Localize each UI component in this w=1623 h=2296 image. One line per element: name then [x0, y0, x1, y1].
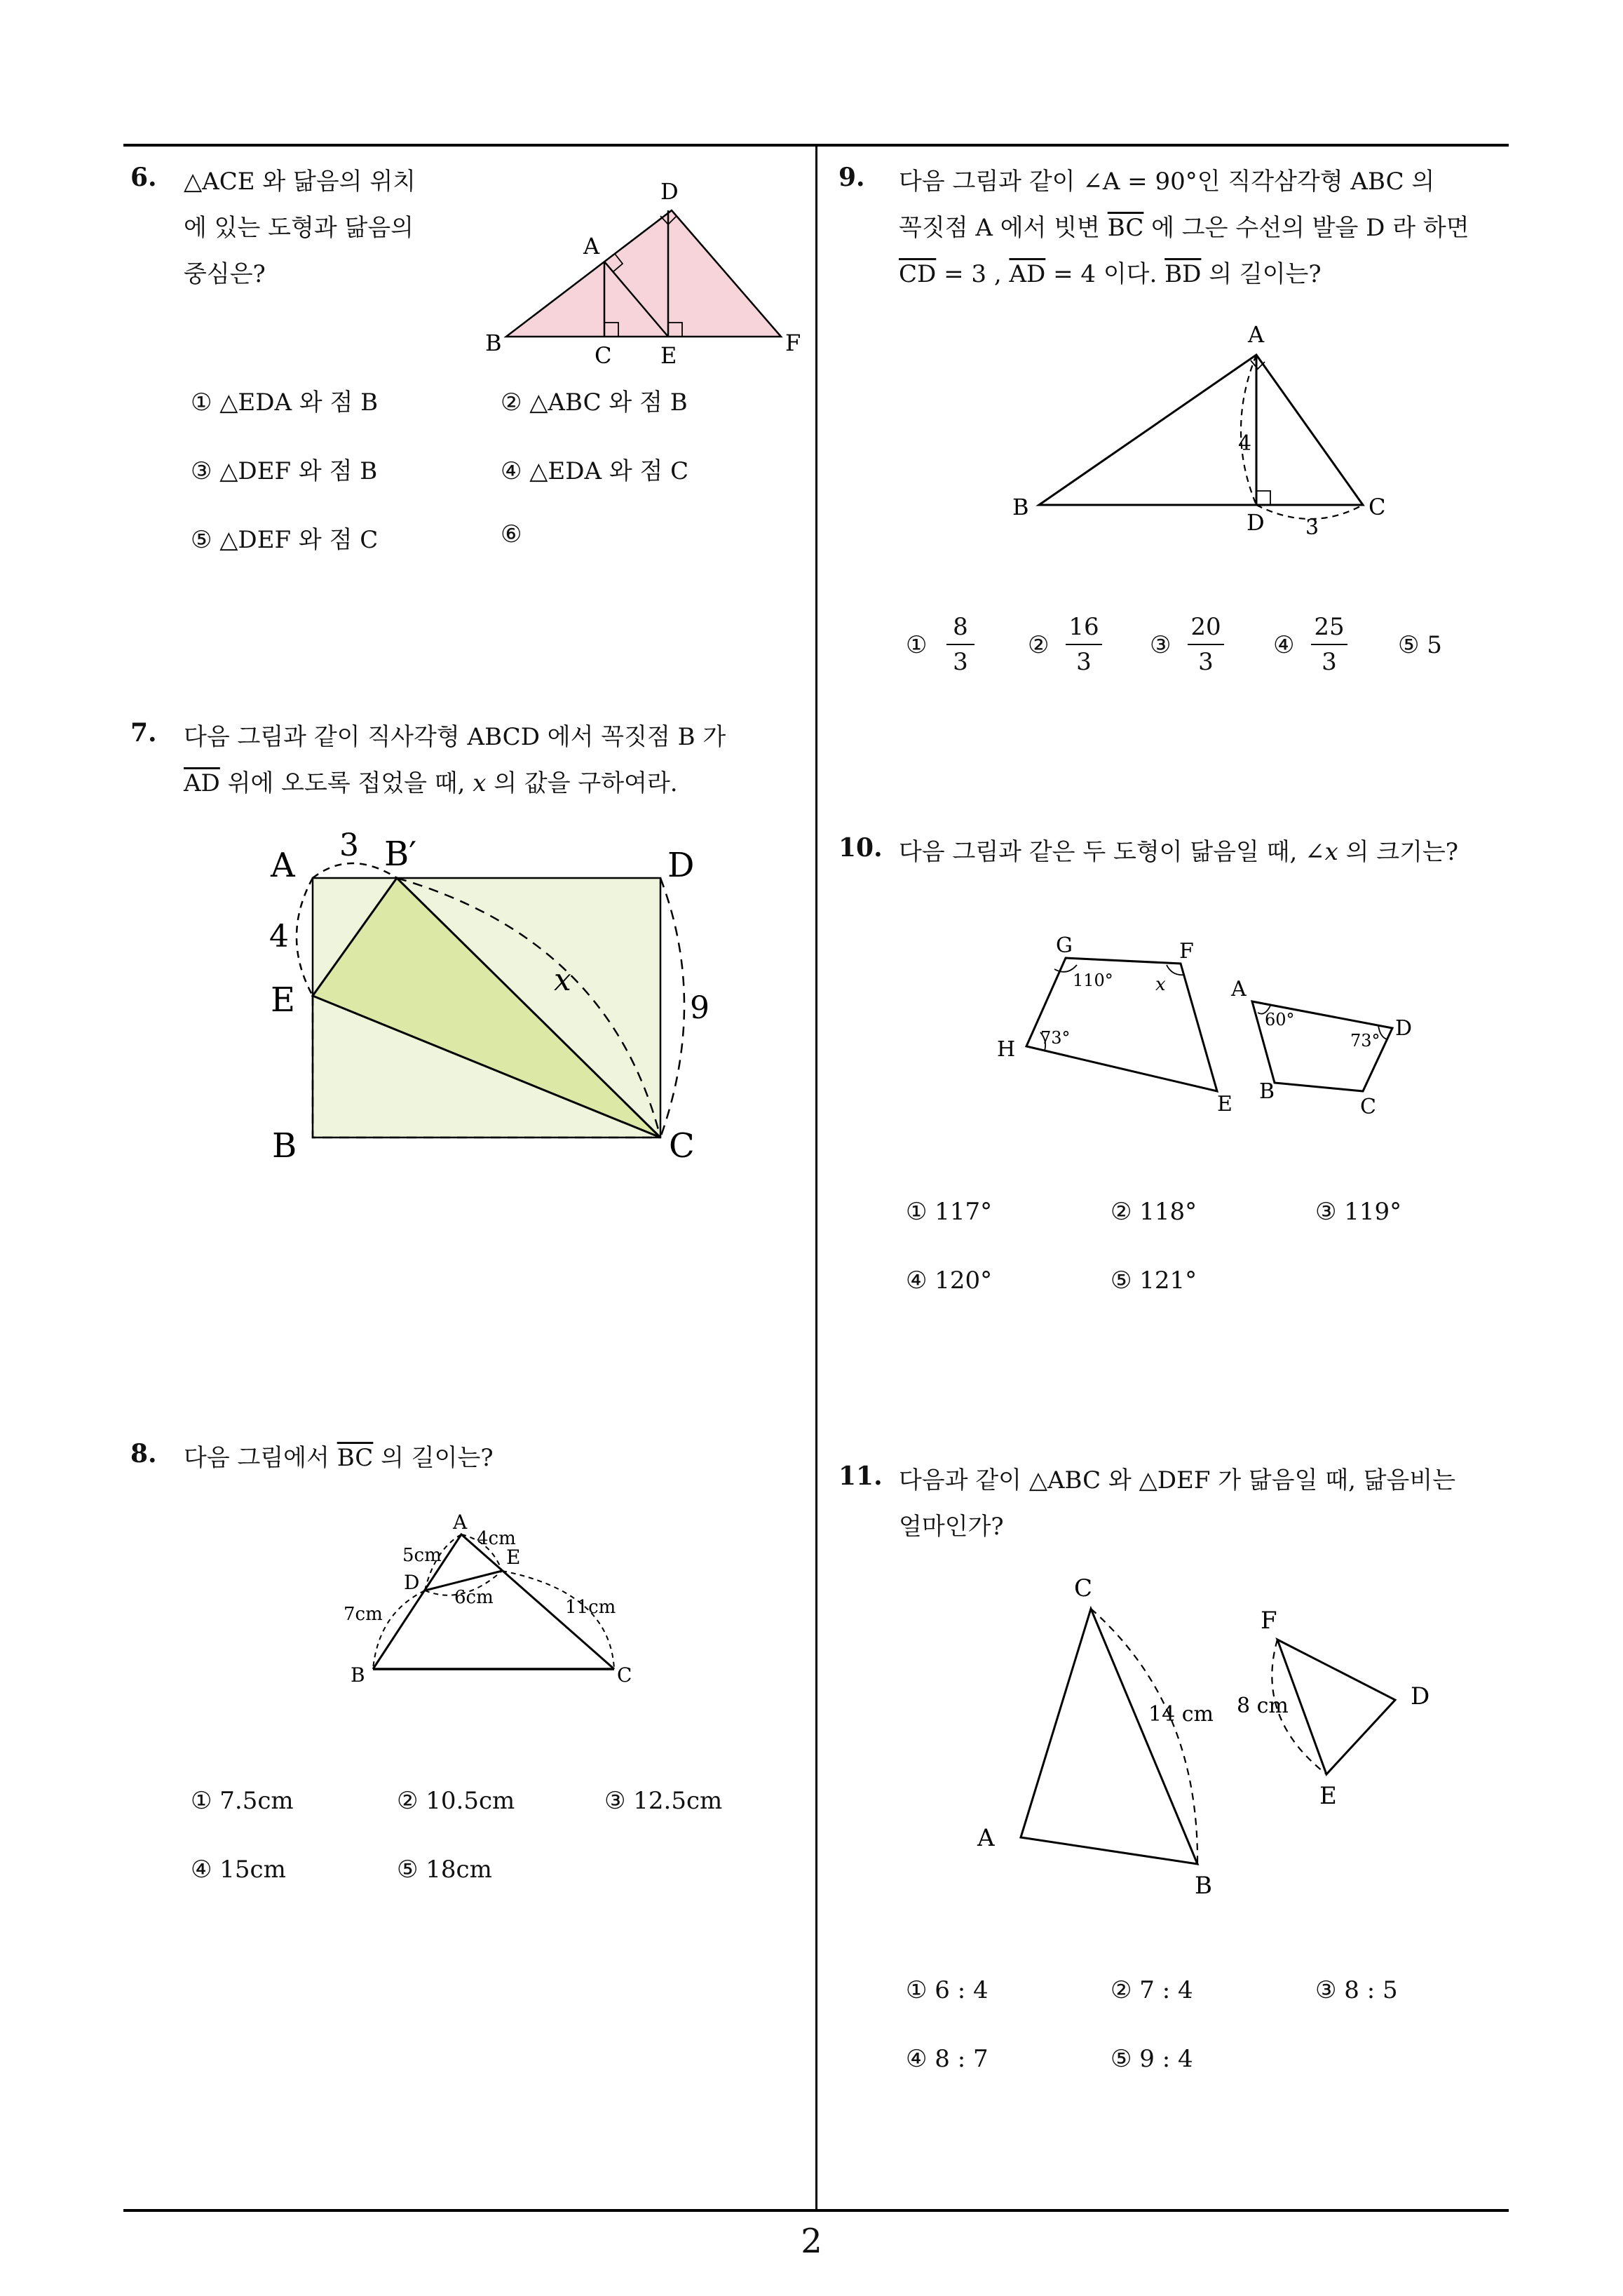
q10-option-2[interactable]: ② 118° — [1111, 1198, 1197, 1226]
q9-label-3: 3 — [1305, 515, 1319, 540]
q6-line2: 에 있는 도형과 닮음의 — [184, 214, 414, 242]
q8-option-2[interactable]: ② 10.5cm — [397, 1787, 515, 1815]
q7-label-c: C — [669, 1126, 695, 1166]
q10-label-a: A — [1231, 977, 1247, 1001]
q10-label-e: E — [1217, 1092, 1232, 1116]
q9-segment-cd: $\overline{CD}$ — [899, 260, 937, 288]
q9-number: 9. — [838, 163, 865, 192]
q10-angle-60: 60° — [1265, 1010, 1295, 1029]
q8-figure — [344, 1508, 666, 1690]
q10-variable-x: x — [1324, 838, 1338, 866]
q11-option-5[interactable]: ⑤ 9 : 4 — [1111, 2045, 1193, 2073]
q8-option-5[interactable]: ⑤ 18cm — [397, 1856, 492, 1884]
q8-option-4[interactable]: ④ 15cm — [191, 1856, 286, 1884]
q9-segment-ad: $\overline{AD}$ — [1009, 260, 1046, 288]
q9-triangle-abc — [1039, 355, 1363, 505]
q8-option-1[interactable]: ① 7.5cm — [191, 1787, 294, 1815]
q9-line1: 다음 그림과 같이 ∠A = 90°인 직각삼각형 ABC 의 — [899, 168, 1435, 196]
q7-label-bprime: B′ — [384, 835, 417, 874]
q7-label-4: 4 — [269, 919, 289, 954]
q6-option-6[interactable]: ⑥ — [501, 520, 522, 548]
q8-label-d: D — [404, 1571, 420, 1594]
q10-option-5[interactable]: ⑤ 121° — [1111, 1267, 1197, 1295]
q6-option-1[interactable]: ① △EDA 와 점 B — [191, 389, 379, 417]
q6-label-c: C — [595, 342, 612, 369]
q9-right-angle-d — [1256, 491, 1270, 505]
q7-label-a: A — [271, 846, 295, 885]
q8-label-a: A — [453, 1511, 468, 1534]
q8-label-4cm: 4cm — [477, 1528, 516, 1549]
q9-arc-4 — [1241, 355, 1256, 505]
q9-label-c: C — [1369, 494, 1386, 520]
q6-question — [184, 158, 416, 297]
q10-label-d: D — [1395, 1016, 1413, 1041]
q6-label-a: A — [583, 233, 600, 259]
q8-question: 다음 그림에서 $\overline{BC}$ 의 길이는? — [184, 1444, 494, 1472]
q10-label-f: F — [1179, 939, 1194, 964]
q9-option-4-mark[interactable]: ④ — [1273, 631, 1295, 659]
q11-label-8cm: 8 cm — [1237, 1694, 1289, 1718]
q7-line2: $\overline{AD}$ 위에 오도록 접었을 때, x 의 값을 구하여라. — [184, 769, 678, 797]
q8-option-3[interactable]: ③ 12.5cm — [604, 1787, 723, 1815]
q7-label-e: E — [271, 980, 296, 1020]
q6-number: 6. — [130, 163, 157, 192]
q7-figure — [259, 821, 736, 1171]
q9-option-3-fraction[interactable]: 20 3 — [1188, 612, 1224, 677]
q10-angle-73-d: 73° — [1350, 1031, 1380, 1051]
q10-label-c: C — [1360, 1095, 1376, 1119]
q9-segment-bd: $\overline{BD}$ — [1164, 260, 1202, 288]
q6-label-b: B — [485, 330, 502, 356]
q10-figure — [996, 926, 1430, 1129]
q8-label-6cm: 6cm — [454, 1587, 494, 1608]
q11-line1: 다음과 같이 △ABC 와 △DEF 가 닮음일 때, 닮음비는 — [899, 1466, 1456, 1494]
q8-label-e: E — [506, 1546, 521, 1569]
q7-label-d: D — [667, 846, 695, 885]
q9-question — [899, 158, 1469, 297]
q11-option-3[interactable]: ③ 8 : 5 — [1315, 1976, 1398, 2004]
q10-quad-efgh — [1026, 958, 1217, 1091]
q11-label-b: B — [1195, 1872, 1212, 1900]
q9-label-d: D — [1247, 509, 1265, 536]
q6-option-2[interactable]: ② △ABC 와 점 B — [501, 389, 688, 417]
q11-option-2[interactable]: ② 7 : 4 — [1111, 1976, 1193, 2004]
q11-triangle-abc — [1021, 1609, 1197, 1864]
q9-option-4-fraction[interactable]: 25 3 — [1311, 612, 1347, 677]
q6-label-f: F — [785, 330, 801, 356]
q9-option-3-mark[interactable]: ③ — [1150, 631, 1172, 659]
q11-number: 11. — [838, 1461, 883, 1491]
q8-label-7cm: 7cm — [344, 1604, 383, 1625]
q10-label-g: G — [1056, 933, 1073, 958]
q11-line2: 얼마인가? — [899, 1513, 1004, 1541]
q10-option-4[interactable]: ④ 120° — [906, 1267, 993, 1295]
q11-triangle-def — [1277, 1640, 1395, 1774]
q9-label-b: B — [1012, 494, 1029, 520]
q9-option-2-mark[interactable]: ② — [1028, 631, 1050, 659]
q7-number: 7. — [130, 718, 157, 748]
q6-option-5[interactable]: ⑤ △DEF 와 점 C — [191, 526, 379, 554]
q9-line2: 꼭짓점 A 에서 빗변 $\overline{BC}$ 에 그은 수선의 발을 D 라 하면 — [899, 214, 1469, 242]
q11-label-d: D — [1411, 1682, 1430, 1710]
q10-angle-x: x — [1155, 974, 1166, 995]
q9-option-5[interactable]: ⑤ 5 — [1398, 631, 1442, 659]
q9-option-1-mark[interactable]: ① — [906, 631, 928, 659]
q11-label-c: C — [1074, 1574, 1093, 1602]
q11-option-4[interactable]: ④ 8 : 7 — [906, 2045, 989, 2073]
q9-option-1-fraction[interactable]: 8 3 — [946, 612, 975, 677]
q7-label-b: B — [272, 1126, 297, 1166]
q6-label-d: D — [660, 178, 679, 205]
q8-number: 8. — [130, 1439, 157, 1468]
q11-question — [899, 1457, 1455, 1550]
q6-line1: △ACE 와 닮음의 위치 — [184, 168, 416, 196]
q11-label-f: F — [1261, 1607, 1277, 1635]
q7-arc-9 — [660, 878, 684, 1137]
q7-variable-x: x — [473, 769, 487, 797]
q10-label-b: B — [1259, 1079, 1275, 1104]
bottom-rule — [123, 2209, 1509, 2212]
q7-segment-ad: $\overline{AD}$ — [184, 769, 220, 797]
q10-option-3[interactable]: ③ 119° — [1315, 1198, 1402, 1226]
q6-line3: 중심은? — [184, 260, 266, 288]
q10-angle-110: 110° — [1073, 971, 1113, 990]
q6-option-3[interactable]: ③ △DEF 와 점 B — [191, 457, 378, 485]
q6-label-e: E — [660, 342, 677, 369]
q7-arc-4 — [297, 878, 313, 996]
q10-label-h: H — [997, 1037, 1016, 1062]
q10-option-1[interactable]: ① 117° — [906, 1198, 993, 1226]
q10-angle-73-h: 73° — [1040, 1028, 1071, 1048]
q11-figure — [975, 1564, 1451, 1900]
q9-segment-bc: $\overline{BC}$ — [1107, 214, 1144, 242]
q6-option-4[interactable]: ④ △EDA 와 점 C — [501, 457, 689, 485]
q8-label-11cm: 11cm — [565, 1597, 616, 1618]
q9-right-angle-a — [1251, 360, 1265, 369]
q11-label-14cm: 14 cm — [1148, 1702, 1214, 1727]
q11-option-1[interactable]: ① 6 : 4 — [906, 1976, 989, 2004]
q7-label-9: 9 — [690, 990, 709, 1026]
q8-label-b: B — [351, 1663, 365, 1687]
q8-segment-bc: $\overline{BC}$ — [337, 1444, 374, 1472]
q10-number: 10. — [838, 833, 883, 863]
q8-label-5cm: 5cm — [402, 1545, 442, 1566]
page-number: 2 — [801, 2222, 822, 2261]
q7-question — [184, 714, 726, 806]
q8-label-c: C — [617, 1663, 632, 1687]
q6-figure — [477, 168, 813, 372]
q11-label-a: A — [977, 1824, 995, 1852]
q9-line3: $\overline{CD} = 3$ , $\overline{AD} = 4$ 이다. $\overline{BD}$ 의 길이는? — [899, 260, 1322, 288]
q7-label-3: 3 — [339, 828, 359, 863]
q9-option-2-fraction[interactable]: 16 3 — [1066, 612, 1102, 677]
q9-label-4: 4 — [1238, 431, 1252, 456]
q11-label-e: E — [1319, 1782, 1337, 1810]
q6-triangle-fill — [506, 210, 781, 337]
q7-label-x: x — [554, 962, 571, 998]
q7-line1: 다음 그림과 같이 직사각형 ABCD 에서 꼭짓점 B 가 — [184, 723, 726, 751]
q9-label-a: A — [1248, 321, 1265, 348]
q10-question: 다음 그림과 같은 두 도형이 닮음일 때, ∠x 의 크기는? — [899, 838, 1459, 866]
column-divider — [815, 145, 817, 2210]
q9-figure — [1003, 316, 1423, 547]
